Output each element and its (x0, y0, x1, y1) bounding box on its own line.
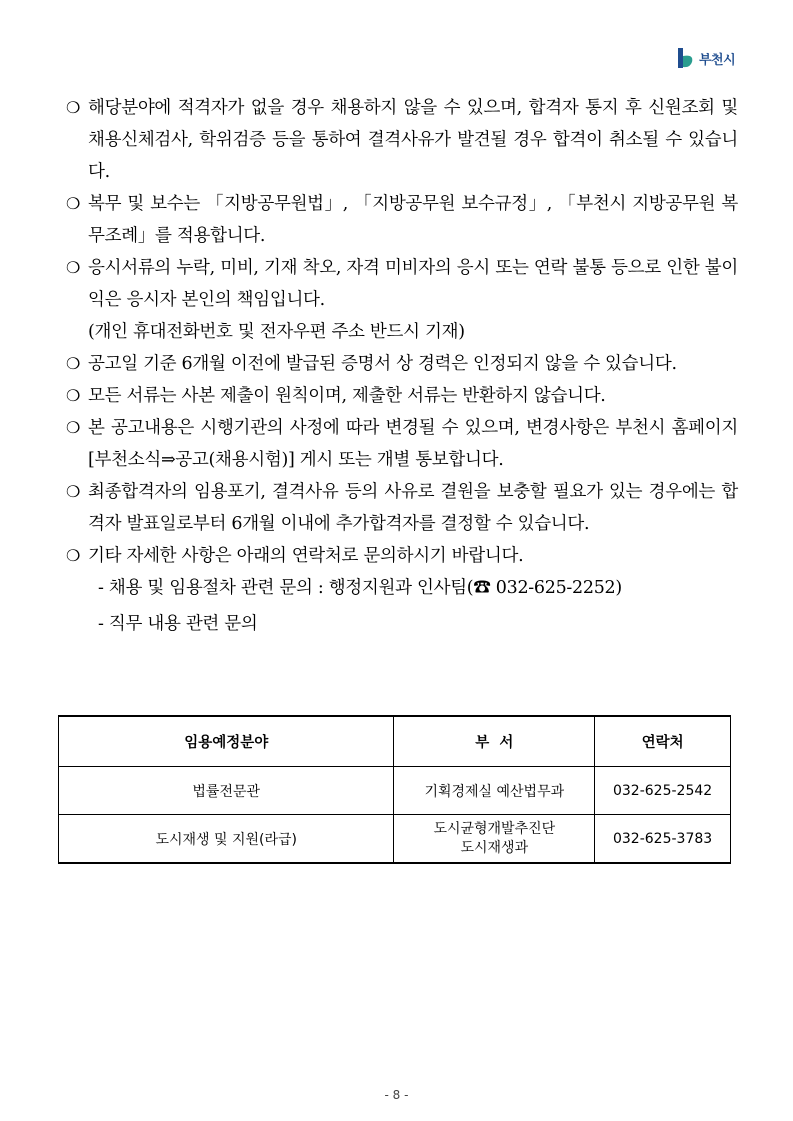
notice-text: 기타 자세한 사항은 아래의 연락처로 문의하시기 바랍니다. (88, 546, 524, 566)
notice-text: 최종합격자의 임용포기, 결격사유 등의 사유로 결원을 보충할 필요가 있는 경우에는 합격자 발표일로부터 6개월 이내에 추가합격자를 결정할 수 있습니다. (88, 482, 738, 534)
logo-text: 부천시 (699, 52, 736, 68)
notice-item (66, 412, 738, 476)
circle-bullet-icon: ❍ (66, 386, 81, 405)
notice-item (66, 476, 738, 540)
circle-bullet-icon: ❍ (66, 546, 81, 565)
bucheon-logo-icon (676, 46, 696, 70)
notice-item (66, 540, 738, 572)
cell-contact: 032-625-2542 (595, 767, 731, 815)
notice-text: 모든 서류는 사본 제출이 원칙이며, 제출한 서류는 반환하지 않습니다. (88, 386, 606, 406)
contact-line-duty: - 직무 내용 관련 문의 (98, 614, 258, 634)
notice-text: 응시서류의 누락, 미비, 기재 착오, 자격 미비자의 응시 또는 연락 불통 등으로 인한 불이익은 응시자 본인의 책임입니다. (88, 258, 738, 310)
notice-text: 본 공고내용은 시행기관의 사정에 따라 변경될 수 있으며, 변경사항은 부천시 홈페이지[부천소식⇒공고(채용시험)] 게시 또는 개별 통보합니다. (88, 418, 738, 470)
circle-bullet-icon: ❍ (66, 98, 81, 117)
header-department: 부 서 (394, 716, 595, 767)
notice-item (66, 188, 738, 252)
table-row (59, 767, 731, 815)
header-field: 임용예정분야 (59, 716, 394, 767)
notice-text: 공고일 기준 6개월 이전에 발급된 증명서 상 경력은 인정되지 않을 수 있습니다. (88, 354, 677, 374)
circle-bullet-icon: ❍ (66, 354, 81, 373)
cell-department: 기획경제실 예산법무과 (394, 767, 595, 815)
cell-field: 법률전문관 (59, 767, 394, 815)
logo (676, 46, 735, 70)
table-row (59, 815, 731, 864)
circle-bullet-icon: ❍ (66, 418, 81, 437)
notice-content (66, 92, 738, 640)
notice-item (66, 92, 738, 188)
circle-bullet-icon: ❍ (66, 482, 81, 501)
table-header-row (59, 716, 731, 767)
notice-text: 해당분야에 적격자가 없을 경우 채용하지 않을 수 있으며, 합격자 통지 후 신원조회 및 채용신체검사, 학위검증 등을 통하여 결격사유가 발견될 경우 합격이 취소될 수 있습니다. (88, 98, 738, 182)
cell-field: 도시재생 및 지원(라급) (59, 815, 394, 864)
notice-text: 복무 및 보수는 「지방공무원법」, 「지방공무원 보수규정」, 「부천시 지방공무원 복무조례」를 적용합니다. (88, 194, 738, 246)
page-number: - 8 - (384, 1088, 409, 1102)
header-contact: 연락처 (595, 716, 731, 767)
notice-item (66, 380, 738, 412)
cell-contact: 032-625-3783 (595, 815, 731, 864)
contact-table (58, 715, 731, 864)
notice-item (66, 252, 738, 316)
circle-bullet-icon: ❍ (66, 194, 81, 213)
cell-department: 도시균형개발추진단 도시재생과 (394, 815, 595, 864)
contact-line-hr: - 채용 및 임용절차 관련 문의 : 행정지원과 인사팀(☎ 032-625-2252) (98, 578, 622, 598)
circle-bullet-icon: ❍ (66, 258, 81, 277)
notice-note: (개인 휴대전화번호 및 전자우편 주소 반드시 기재) (88, 322, 465, 342)
notice-item (66, 348, 738, 380)
